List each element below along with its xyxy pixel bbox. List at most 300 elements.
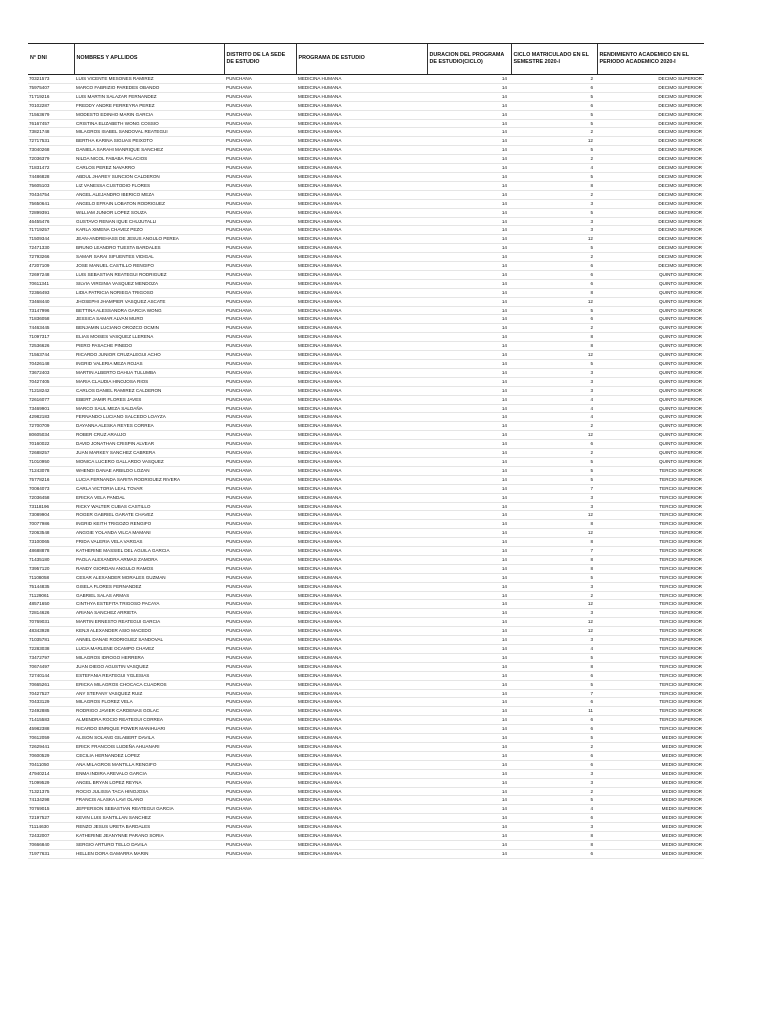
- duration-cell: 14: [427, 734, 511, 743]
- duration-cell: 14: [427, 573, 511, 582]
- name-cell: BRUNO LEANDRO TUESTA BARDALES: [74, 244, 224, 253]
- table-row: [28, 555, 704, 564]
- performance-cell: TERCIO SUPERIOR: [597, 555, 704, 564]
- cycle-cell: 8: [511, 538, 597, 547]
- table-row: [28, 360, 704, 369]
- duration-cell: 14: [427, 493, 511, 502]
- cycle-cell: 8: [511, 555, 597, 564]
- dni-cell: 72283038: [28, 645, 74, 654]
- table-row: [28, 511, 704, 520]
- cycle-cell: 6: [511, 101, 597, 110]
- dni-cell: 71114630: [28, 823, 74, 832]
- program-cell: MEDICINA HUMANA: [296, 466, 427, 475]
- name-cell: ELIAS MOISES VASQUEZ LLERENA: [74, 333, 224, 342]
- program-cell: MEDICINA HUMANA: [296, 297, 427, 306]
- duration-cell: 14: [427, 609, 511, 618]
- table-row: [28, 208, 704, 217]
- table-row: [28, 716, 704, 725]
- name-cell: JUAN DIEGO AGUSTIN VASQUEZ: [74, 662, 224, 671]
- program-cell: MEDICINA HUMANA: [296, 360, 427, 369]
- district-cell: PUNCHANA: [224, 360, 296, 369]
- district-cell: PUNCHANA: [224, 422, 296, 431]
- performance-cell: TERCIO SUPERIOR: [597, 591, 704, 600]
- dni-cell: 71977631: [28, 849, 74, 858]
- duration-cell: 14: [427, 217, 511, 226]
- table-row: [28, 128, 704, 137]
- duration-cell: 14: [427, 484, 511, 493]
- dni-cell: 72740144: [28, 671, 74, 680]
- district-cell: PUNCHANA: [224, 707, 296, 716]
- district-cell: PUNCHANA: [224, 493, 296, 502]
- duration-cell: 14: [427, 235, 511, 244]
- performance-cell: QUINTO SUPERIOR: [597, 279, 704, 288]
- name-cell: ESTEFANIA REATEGUI YGLESIAS: [74, 671, 224, 680]
- table-row: [28, 600, 704, 609]
- cycle-cell: 5: [511, 244, 597, 253]
- district-cell: PUNCHANA: [224, 128, 296, 137]
- table-row: [28, 235, 704, 244]
- name-cell: ENMA INDIRA AREVALO GARCIA: [74, 769, 224, 778]
- dni-cell: 71563744: [28, 351, 74, 360]
- name-cell: ANA MILAGROS MANTILLA RENGIFO: [74, 760, 224, 769]
- program-cell: MEDICINA HUMANA: [296, 413, 427, 422]
- district-cell: PUNCHANA: [224, 769, 296, 778]
- performance-cell: TERCIO SUPERIOR: [597, 520, 704, 529]
- cycle-cell: 5: [511, 360, 597, 369]
- cycle-cell: 2: [511, 449, 597, 458]
- duration-cell: 14: [427, 155, 511, 164]
- performance-cell: QUINTO SUPERIOR: [597, 413, 704, 422]
- name-cell: MARTIN ERNESTO REATEGUI GARCIA: [74, 618, 224, 627]
- dni-cell: 76167457: [28, 119, 74, 128]
- dni-cell: 70427527: [28, 689, 74, 698]
- cycle-cell: 4: [511, 164, 597, 173]
- cycle-cell: 8: [511, 564, 597, 573]
- name-cell: FRIDA VALERIA VELA VARGAS: [74, 538, 224, 547]
- name-cell: JUAN MARKEY SANCHEZ CABRERA: [74, 449, 224, 458]
- program-cell: MEDICINA HUMANA: [296, 645, 427, 654]
- program-cell: MEDICINA HUMANA: [296, 315, 427, 324]
- district-cell: PUNCHANA: [224, 172, 296, 181]
- table-row: [28, 609, 704, 618]
- district-cell: PUNCHANA: [224, 137, 296, 146]
- table-row: [28, 725, 704, 734]
- dni-cell: 45982388: [28, 725, 74, 734]
- district-cell: PUNCHANA: [224, 573, 296, 582]
- district-cell: PUNCHANA: [224, 181, 296, 190]
- district-cell: PUNCHANA: [224, 297, 296, 306]
- cycle-cell: 8: [511, 832, 597, 841]
- performance-cell: TERCIO SUPERIOR: [597, 600, 704, 609]
- cycle-cell: 3: [511, 769, 597, 778]
- duration-cell: 14: [427, 164, 511, 173]
- program-cell: MEDICINA HUMANA: [296, 502, 427, 511]
- table-row: [28, 262, 704, 271]
- table-row: [28, 751, 704, 760]
- dni-cell: 71836058: [28, 315, 74, 324]
- duration-cell: 14: [427, 226, 511, 235]
- district-cell: PUNCHANA: [224, 511, 296, 520]
- district-cell: PUNCHANA: [224, 253, 296, 262]
- program-cell: MEDICINA HUMANA: [296, 582, 427, 591]
- header-row: [28, 44, 704, 75]
- duration-cell: 14: [427, 244, 511, 253]
- dni-cell: 70434754: [28, 190, 74, 199]
- name-cell: NILDA NICOL FABABA PALACIOS: [74, 155, 224, 164]
- dni-cell: 73147996: [28, 306, 74, 315]
- district-cell: PUNCHANA: [224, 333, 296, 342]
- duration-cell: 14: [427, 262, 511, 271]
- dni-cell: 71129061: [28, 591, 74, 600]
- performance-cell: TERCIO SUPERIOR: [597, 475, 704, 484]
- duration-cell: 14: [427, 653, 511, 662]
- performance-cell: TERCIO SUPERIOR: [597, 582, 704, 591]
- district-cell: PUNCHANA: [224, 529, 296, 538]
- cycle-cell: 3: [511, 823, 597, 832]
- table-row: [28, 457, 704, 466]
- program-cell: MEDICINA HUMANA: [296, 75, 427, 84]
- program-cell: MEDICINA HUMANA: [296, 377, 427, 386]
- program-cell: MEDICINA HUMANA: [296, 217, 427, 226]
- dni-cell: 70674497: [28, 662, 74, 671]
- performance-cell: QUINTO SUPERIOR: [597, 422, 704, 431]
- table-row: [28, 564, 704, 573]
- table-row: [28, 547, 704, 556]
- duration-cell: 14: [427, 645, 511, 654]
- program-cell: MEDICINA HUMANA: [296, 128, 427, 137]
- duration-cell: 14: [427, 377, 511, 386]
- dni-cell: 71321375: [28, 787, 74, 796]
- district-cell: PUNCHANA: [224, 662, 296, 671]
- district-cell: PUNCHANA: [224, 262, 296, 271]
- duration-cell: 14: [427, 333, 511, 342]
- cycle-cell: 5: [511, 680, 597, 689]
- table-row: [28, 707, 704, 716]
- performance-cell: DECIMO SUPERIOR: [597, 244, 704, 253]
- program-cell: MEDICINA HUMANA: [296, 805, 427, 814]
- program-cell: MEDICINA HUMANA: [296, 823, 427, 832]
- duration-cell: 14: [427, 431, 511, 440]
- table-row: [28, 217, 704, 226]
- dni-cell: 72616077: [28, 395, 74, 404]
- district-cell: PUNCHANA: [224, 538, 296, 547]
- cycle-cell: 6: [511, 698, 597, 707]
- dni-cell: 71415583: [28, 716, 74, 725]
- name-cell: JEFFERSON SEBASTIAN REATEGUI GARCIA: [74, 805, 224, 814]
- cycle-cell: 2: [511, 422, 597, 431]
- cycle-cell: 6: [511, 716, 597, 725]
- cycle-cell: 2: [511, 75, 597, 84]
- dni-cell: 71010950: [28, 457, 74, 466]
- dni-cell: 75778216: [28, 475, 74, 484]
- table-row: [28, 226, 704, 235]
- program-cell: MEDICINA HUMANA: [296, 262, 427, 271]
- performance-cell: TERCIO SUPERIOR: [597, 529, 704, 538]
- program-cell: MEDICINA HUMANA: [296, 680, 427, 689]
- name-cell: RODRIGO JAVIER CARDENAS GOLAC: [74, 707, 224, 716]
- program-cell: MEDICINA HUMANA: [296, 725, 427, 734]
- header-performance: RENDIMIENTO ACADEMICO EN EL PERIODO ACADEMICO 2020-I: [597, 44, 704, 75]
- cycle-cell: 5: [511, 172, 597, 181]
- name-cell: KATHERINE JEANYNNE PARANO SORIA: [74, 832, 224, 841]
- cycle-cell: 7: [511, 547, 597, 556]
- performance-cell: TERCIO SUPERIOR: [597, 564, 704, 573]
- dni-cell: 48688878: [28, 547, 74, 556]
- district-cell: PUNCHANA: [224, 377, 296, 386]
- cycle-cell: 12: [511, 618, 597, 627]
- performance-cell: TERCIO SUPERIOR: [597, 716, 704, 725]
- program-cell: MEDICINA HUMANA: [296, 270, 427, 279]
- performance-cell: DECIMO SUPERIOR: [597, 253, 704, 262]
- dni-cell: 72366493: [28, 288, 74, 297]
- cycle-cell: 12: [511, 627, 597, 636]
- dni-cell: 71099529: [28, 778, 74, 787]
- name-cell: KENJI ALEXANDER ASIO MACEDO: [74, 627, 224, 636]
- duration-cell: 14: [427, 698, 511, 707]
- district-cell: PUNCHANA: [224, 475, 296, 484]
- name-cell: PAOLA ALEXANDRA ARMAS ZAMORA: [74, 555, 224, 564]
- dni-cell: 71097317: [28, 333, 74, 342]
- duration-cell: 14: [427, 564, 511, 573]
- duration-cell: 14: [427, 760, 511, 769]
- duration-cell: 14: [427, 582, 511, 591]
- performance-cell: MEDIO SUPERIOR: [597, 823, 704, 832]
- name-cell: RICARDO JUNIOR CRUZALEGUI ACHO: [74, 351, 224, 360]
- district-cell: PUNCHANA: [224, 92, 296, 101]
- district-cell: PUNCHANA: [224, 75, 296, 84]
- table-row: [28, 538, 704, 547]
- name-cell: LUCIA FERNANDA SARITA RODRIGUEZ RIVERA: [74, 475, 224, 484]
- duration-cell: 14: [427, 137, 511, 146]
- district-cell: PUNCHANA: [224, 609, 296, 618]
- performance-cell: DECIMO SUPERIOR: [597, 137, 704, 146]
- performance-cell: TERCIO SUPERIOR: [597, 484, 704, 493]
- cycle-cell: 3: [511, 199, 597, 208]
- performance-cell: QUINTO SUPERIOR: [597, 440, 704, 449]
- program-cell: MEDICINA HUMANA: [296, 119, 427, 128]
- duration-cell: 14: [427, 342, 511, 351]
- program-cell: MEDICINA HUMANA: [296, 742, 427, 751]
- performance-cell: DECIMO SUPERIOR: [597, 164, 704, 173]
- performance-cell: QUINTO SUPERIOR: [597, 431, 704, 440]
- district-cell: PUNCHANA: [224, 440, 296, 449]
- table-row: [28, 431, 704, 440]
- dni-cell: 71509344: [28, 235, 74, 244]
- district-cell: PUNCHANA: [224, 190, 296, 199]
- dni-cell: 70600529: [28, 751, 74, 760]
- district-cell: PUNCHANA: [224, 101, 296, 110]
- district-cell: PUNCHANA: [224, 645, 296, 654]
- table-row: [28, 101, 704, 110]
- program-cell: MEDICINA HUMANA: [296, 395, 427, 404]
- duration-cell: 14: [427, 680, 511, 689]
- dni-cell: 72063548: [28, 529, 74, 538]
- performance-cell: QUINTO SUPERIOR: [597, 377, 704, 386]
- dni-cell: 71108058: [28, 573, 74, 582]
- district-cell: PUNCHANA: [224, 832, 296, 841]
- cycle-cell: 2: [511, 787, 597, 796]
- cycle-cell: 6: [511, 725, 597, 734]
- cycle-cell: 5: [511, 306, 597, 315]
- performance-cell: MEDIO SUPERIOR: [597, 805, 704, 814]
- dni-cell: 72036379: [28, 155, 74, 164]
- dni-cell: 71035781: [28, 636, 74, 645]
- table-row: [28, 190, 704, 199]
- dni-cell: 74463445: [28, 324, 74, 333]
- cycle-cell: 5: [511, 208, 597, 217]
- duration-cell: 14: [427, 742, 511, 751]
- performance-cell: TERCIO SUPERIOR: [597, 689, 704, 698]
- program-cell: MEDICINA HUMANA: [296, 832, 427, 841]
- performance-cell: DECIMO SUPERIOR: [597, 235, 704, 244]
- performance-cell: DECIMO SUPERIOR: [597, 75, 704, 84]
- performance-cell: DECIMO SUPERIOR: [597, 226, 704, 235]
- student-performance-sheet: [28, 43, 704, 859]
- duration-cell: 14: [427, 422, 511, 431]
- name-cell: WILLIAM JUNIOR LOPEZ SOUZA: [74, 208, 224, 217]
- program-cell: MEDICINA HUMANA: [296, 306, 427, 315]
- name-cell: LUIS MARTIN SALAZAR FERNANDEZ: [74, 92, 224, 101]
- cycle-cell: 8: [511, 333, 597, 342]
- name-cell: ABDUL JHAREY SUNCION CALDERON: [74, 172, 224, 181]
- performance-cell: MEDIO SUPERIOR: [597, 787, 704, 796]
- cycle-cell: 3: [511, 778, 597, 787]
- name-cell: CESAR ALEXANDER MORALES GUZMAN: [74, 573, 224, 582]
- name-cell: ALMENDRA ROCIO REATEGUI CORREA: [74, 716, 224, 725]
- duration-cell: 14: [427, 449, 511, 458]
- table-row: [28, 466, 704, 475]
- district-cell: PUNCHANA: [224, 484, 296, 493]
- program-cell: MEDICINA HUMANA: [296, 547, 427, 556]
- dni-cell: 71563679: [28, 110, 74, 119]
- students-table: [28, 43, 704, 859]
- performance-cell: DECIMO SUPERIOR: [597, 92, 704, 101]
- district-cell: PUNCHANA: [224, 716, 296, 725]
- district-cell: PUNCHANA: [224, 618, 296, 627]
- performance-cell: MEDIO SUPERIOR: [597, 832, 704, 841]
- cycle-cell: 2: [511, 591, 597, 600]
- table-row: [28, 368, 704, 377]
- dni-cell: 72697248: [28, 270, 74, 279]
- dni-cell: 72492885: [28, 707, 74, 716]
- cycle-cell: 6: [511, 849, 597, 858]
- duration-cell: 14: [427, 181, 511, 190]
- district-cell: PUNCHANA: [224, 600, 296, 609]
- cycle-cell: 5: [511, 110, 597, 119]
- header-names: NOMBRES Y APLLIDOS: [74, 44, 224, 75]
- performance-cell: QUINTO SUPERIOR: [597, 315, 704, 324]
- cycle-cell: 11: [511, 707, 597, 716]
- cycle-cell: 5: [511, 457, 597, 466]
- dni-cell: 72629441: [28, 742, 74, 751]
- district-cell: PUNCHANA: [224, 796, 296, 805]
- header-program: PROGRAMA DE ESTUDIO: [296, 44, 427, 75]
- district-cell: PUNCHANA: [224, 83, 296, 92]
- cycle-cell: 4: [511, 645, 597, 654]
- district-cell: PUNCHANA: [224, 698, 296, 707]
- table-row: [28, 172, 704, 181]
- table-row: [28, 662, 704, 671]
- table-row: [28, 404, 704, 413]
- duration-cell: 14: [427, 618, 511, 627]
- cycle-cell: 5: [511, 653, 597, 662]
- duration-cell: 14: [427, 591, 511, 600]
- district-cell: PUNCHANA: [224, 235, 296, 244]
- performance-cell: DECIMO SUPERIOR: [597, 110, 704, 119]
- name-cell: ARIANA SANCHEZ ARRIETA: [74, 609, 224, 618]
- performance-cell: DECIMO SUPERIOR: [597, 262, 704, 271]
- dni-cell: 72197527: [28, 814, 74, 823]
- cycle-cell: 7: [511, 689, 597, 698]
- district-cell: PUNCHANA: [224, 306, 296, 315]
- program-cell: MEDICINA HUMANA: [296, 564, 427, 573]
- program-cell: MEDICINA HUMANA: [296, 404, 427, 413]
- name-cell: SAMAR SARAI SIFUENTES VIDIGAL: [74, 253, 224, 262]
- duration-cell: 14: [427, 769, 511, 778]
- table-row: [28, 351, 704, 360]
- program-cell: MEDICINA HUMANA: [296, 164, 427, 173]
- dni-cell: 75605103: [28, 181, 74, 190]
- program-cell: MEDICINA HUMANA: [296, 769, 427, 778]
- duration-cell: 14: [427, 475, 511, 484]
- table-row: [28, 849, 704, 858]
- program-cell: MEDICINA HUMANA: [296, 707, 427, 716]
- dni-cell: 70666840: [28, 840, 74, 849]
- duration-cell: 14: [427, 823, 511, 832]
- cycle-cell: 3: [511, 386, 597, 395]
- cycle-cell: 6: [511, 279, 597, 288]
- name-cell: JHOSEPHI JHAMPIER VASQUEZ ASCATE: [74, 297, 224, 306]
- district-cell: PUNCHANA: [224, 119, 296, 128]
- program-cell: MEDICINA HUMANA: [296, 520, 427, 529]
- name-cell: CARLOS PEREZ NAVARRO: [74, 164, 224, 173]
- dni-cell: 70077986: [28, 520, 74, 529]
- cycle-cell: 8: [511, 288, 597, 297]
- district-cell: PUNCHANA: [224, 315, 296, 324]
- header-duration: DURACION DEL PROGRAMA DE ESTUDIO(CICLO): [427, 44, 511, 75]
- dni-cell: 70769015: [28, 805, 74, 814]
- district-cell: PUNCHANA: [224, 627, 296, 636]
- program-cell: MEDICINA HUMANA: [296, 751, 427, 760]
- district-cell: PUNCHANA: [224, 564, 296, 573]
- table-row: [28, 671, 704, 680]
- duration-cell: 14: [427, 190, 511, 199]
- district-cell: PUNCHANA: [224, 342, 296, 351]
- table-row: [28, 796, 704, 805]
- program-cell: MEDICINA HUMANA: [296, 208, 427, 217]
- duration-cell: 14: [427, 778, 511, 787]
- duration-cell: 14: [427, 386, 511, 395]
- program-cell: MEDICINA HUMANA: [296, 698, 427, 707]
- program-cell: MEDICINA HUMANA: [296, 137, 427, 146]
- performance-cell: TERCIO SUPERIOR: [597, 618, 704, 627]
- program-cell: MEDICINA HUMANA: [296, 716, 427, 725]
- table-row: [28, 573, 704, 582]
- dni-cell: 72814626: [28, 609, 74, 618]
- name-cell: CECILIA HERNANDEZ LOPEZ: [74, 751, 224, 760]
- duration-cell: 14: [427, 368, 511, 377]
- district-cell: PUNCHANA: [224, 164, 296, 173]
- cycle-cell: 4: [511, 805, 597, 814]
- dni-cell: 70321573: [28, 75, 74, 84]
- duration-cell: 14: [427, 716, 511, 725]
- name-cell: KATHERINE MASSIEL DEL AGUILA GARCIA: [74, 547, 224, 556]
- dni-cell: 73118196: [28, 502, 74, 511]
- duration-cell: 14: [427, 787, 511, 796]
- district-cell: PUNCHANA: [224, 226, 296, 235]
- program-cell: MEDICINA HUMANA: [296, 172, 427, 181]
- duration-cell: 14: [427, 466, 511, 475]
